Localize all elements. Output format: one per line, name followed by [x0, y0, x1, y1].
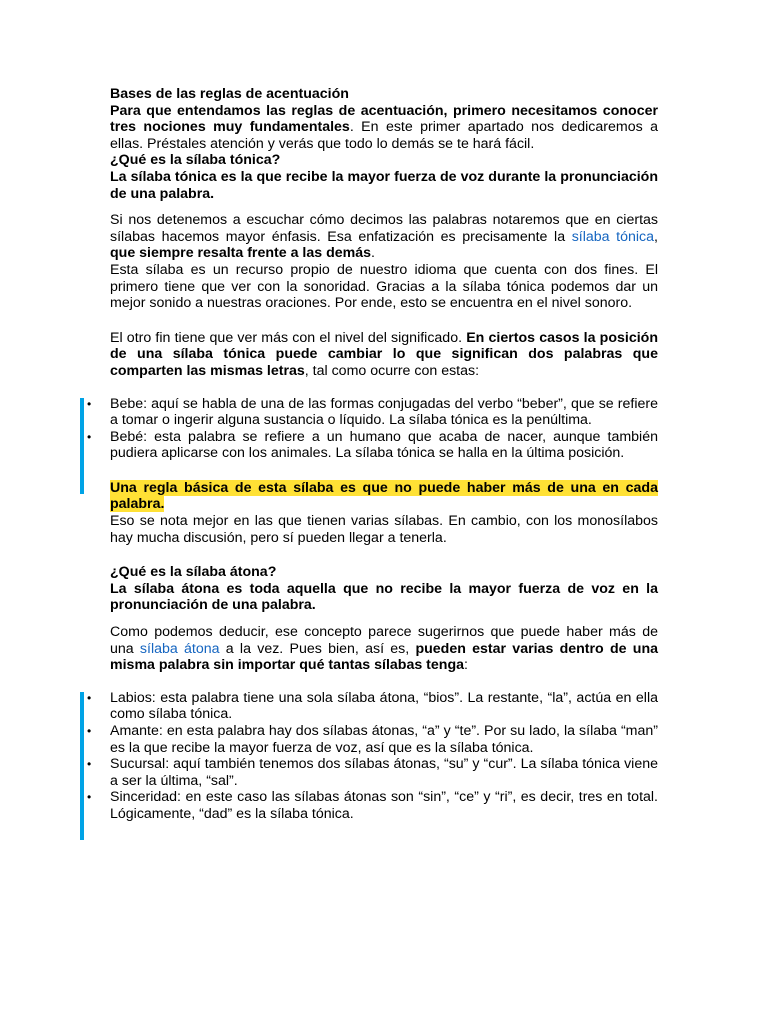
section-title: Bases de las reglas de acentuación [110, 86, 349, 102]
link-silaba-atona[interactable]: sílaba átona [139, 640, 220, 657]
bullet-icon: • [87, 396, 92, 411]
bullet-icon: • [87, 757, 92, 772]
list-item: • Sucursal: aquí también tenemos dos sílabas átonas, “su” y “cur”. La sílaba tónica viene a ser la última, “sal”. [87, 756, 658, 789]
atonic-question-heading: ¿Qué es la sílaba átona? [110, 564, 277, 581]
list-accent-bar [80, 692, 84, 840]
list-item: • Labios: esta palabra tiene una sola sílaba átona, “bios”. La restante, “la”, actúa en ella como sílaba tónica. [87, 689, 658, 723]
bullet-icon: • [87, 790, 92, 805]
tonic-paragraph-1: Si nos detenemos a escuchar cómo decimos las palabras notaremos que en ciertas sílabas hacemos mayor énfasis. Esa enfatización es precisamente la sílaba tónica, que siempre resalta frente a las demás. [110, 212, 658, 262]
bullet-icon: • [87, 724, 92, 738]
document-body [87, 86, 658, 823]
atonic-paragraph-1: Como podemos deducir, ese concepto parece sugerirnos que puede haber más de una sílaba átona a la vez. Pues bien, así es, pueden estar varias dentro de una misma palabra sin importar qué tantas sílabas tenga: [110, 624, 658, 674]
atonic-definition: La sílaba átona es toda aquella que no recibe la mayor fuerza de voz en la pronunciación de una palabra. [110, 580, 658, 614]
list-item: • Bebé: esta palabra se refiere a un humano que acaba de nacer, aunque también pudiera aplicarse con los animales. La sílaba tónica se halla en la última posición. [87, 428, 658, 462]
atonic-examples-list [87, 689, 658, 823]
list-accent-bar [80, 398, 84, 494]
bullet-icon: • [87, 690, 92, 705]
bullet-icon: • [87, 429, 92, 444]
rule-note: Eso se nota mejor en las que tienen varias sílabas. En cambio, con los monosílabos hay mucha discusión, pero sí pueden llegar a tenerla. [110, 513, 658, 546]
list-item: • Sinceridad: en este caso las sílabas átonas son “sin”, “ce” y “ri”, es decir, tres en total. Lógicamente, “dad” es la sílaba tónica. [87, 789, 658, 822]
intro-paragraph: Para que entendamos las reglas de acentuación, primero necesitamos conocer tres nociones muy fundamentales. En este primer apartado nos dedicaremos a ellas. Préstales atención y verás que todo lo demás se te hará fácil. [110, 102, 658, 152]
tonic-definition: La sílaba tónica es la que recibe la mayor fuerza de voz durante la pronunciación de una palabra. [110, 168, 658, 202]
tonic-paragraph-3: El otro fin tiene que ver más con el nivel del significado. En ciertos casos la posición de una sílaba tónica puede cambiar lo que significan dos palabras que comparten las mismas letras, tal como ocurre con estas: [110, 329, 658, 379]
list-item: • Bebe: aquí se habla de una de las formas conjugadas del verbo “beber”, que se refiere a tomar o ingerir alguna sustancia o líquido. La sílaba tónica es la penúltima. [87, 395, 658, 429]
list-item: • Amante: en esta palabra hay dos sílabas átonas, “a” y “te”. Por su lado, la sílaba “man” es la que recibe la mayor fuerza de voz, así que es la sílaba tónica. [87, 723, 658, 756]
tonic-question-heading: ¿Qué es la sílaba tónica? [110, 152, 281, 169]
tonic-paragraph-2: Esta sílaba es un recurso propio de nuestro idioma que cuenta con dos fines. El primero tiene que ver con la sonoridad. Gracias a la sílaba tónica podemos dar un mejor sonido a nuestras oraciones. Por ende, esto se encuentra en el nivel sonoro. [110, 261, 658, 312]
link-silaba-tonica[interactable]: sílaba tónica [571, 228, 655, 245]
tonic-examples-list [87, 395, 658, 462]
highlighted-rule: Una regla básica de esta sílaba es que no puede haber más de una en cada palabra. [110, 479, 658, 513]
